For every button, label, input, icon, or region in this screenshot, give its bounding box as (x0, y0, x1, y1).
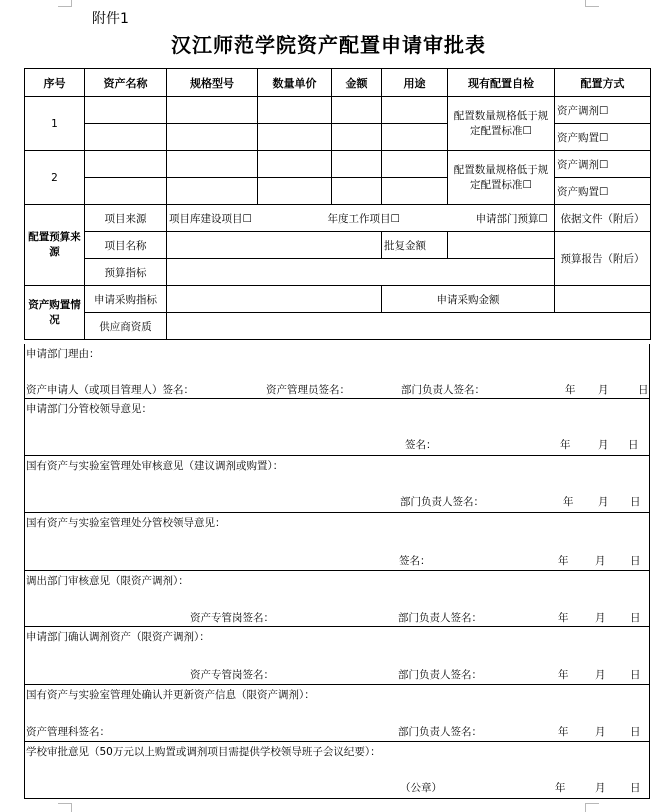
cell-use[interactable] (382, 178, 448, 205)
section-leader-opinion[interactable] (25, 399, 650, 456)
dept-head-signature-label: 部门负责人签名： (401, 384, 485, 396)
date-month: 月 (595, 669, 606, 681)
table-header-row (25, 69, 651, 97)
official-seal-label: （公章） (400, 782, 442, 794)
cell-use[interactable] (382, 124, 448, 151)
date-day: 日 (628, 439, 639, 451)
item-seq: 2 (25, 151, 85, 205)
section-question: 申请部门确认调剂资产（限资产调剂）： (26, 631, 210, 643)
budget-report-label: 预算报告（附后） (555, 232, 651, 286)
option-annual-work-checkbox[interactable]: 年度工作项目☐ (327, 212, 400, 225)
supplier-field[interactable] (167, 313, 651, 340)
date-month: 月 (598, 439, 609, 451)
signature-label: 签名： (405, 439, 437, 451)
supplier-label: 供应商资质 (85, 313, 167, 340)
date-year: 年 (560, 439, 571, 451)
header-spec: 规格型号 (167, 69, 258, 97)
section-question: 调出部门审核意见（限资产调剂）： (26, 575, 189, 587)
applicant-signature-label: 资产申请人（或项目管理人）签名： (26, 384, 194, 396)
purchase-row-supplier (25, 313, 651, 340)
approved-amount-label: 批复金额 (382, 232, 448, 259)
header-use: 用途 (382, 69, 448, 97)
header-self-check: 现有配置自检 (448, 69, 555, 97)
cell-asset-name[interactable] (85, 124, 167, 151)
header-asset-name: 资产名称 (85, 69, 167, 97)
date-year: 年 (558, 669, 569, 681)
section-question: 国有资产与实验室管理处分管校领导意见： (26, 517, 226, 529)
section-question: 学校审批意见（50万元以上购置或调剂项目需提供学校领导班子会议纪要）： (26, 746, 381, 758)
cell-spec[interactable] (167, 178, 258, 205)
cell-qty-price[interactable] (258, 97, 332, 124)
dept-head-signature-label: 部门负责人签名： (398, 669, 482, 681)
section-question: 国有资产与实验室管理处审核意见（建议调剂或购置）： (26, 460, 284, 472)
document-title: 汉江师范学院资产配置申请审批表 (171, 33, 486, 57)
project-source-options (167, 205, 555, 232)
section-question: 申请部门理由： (26, 348, 100, 360)
purchase-label: 资产购置情况 (25, 286, 85, 340)
crop-mark-top-right (585, 0, 599, 7)
date-month: 月 (595, 726, 606, 738)
asset-post-signature-label: 资产专管岗签名： (190, 612, 274, 624)
project-name-label: 项目名称 (85, 232, 167, 259)
table-row (25, 178, 651, 205)
purchase-row-indicator (25, 286, 651, 313)
purchase-amount-label: 申请采购金额 (382, 286, 555, 313)
purchase-amount-field[interactable] (555, 286, 651, 313)
date-month: 月 (598, 384, 609, 396)
section-asset-info-update[interactable] (25, 685, 650, 742)
purchase-indicator-field[interactable] (167, 286, 382, 313)
item-seq: 1 (25, 97, 85, 151)
option-project-library-checkbox[interactable]: 项目库建设项目☐ (169, 212, 252, 225)
purchase-indicator-label: 申请采购指标 (85, 286, 167, 313)
date-year: 年 (555, 782, 566, 794)
signature-label: 签名： (399, 555, 431, 567)
section-dept-reason[interactable] (25, 344, 650, 399)
date-year: 年 (558, 612, 569, 624)
method-purchase-checkbox[interactable]: 资产购置☐ (555, 178, 651, 205)
date-year: 年 (558, 555, 569, 567)
section-asset-office-leader[interactable] (25, 513, 650, 571)
cell-qty-price[interactable] (258, 151, 332, 178)
cell-amount[interactable] (332, 151, 382, 178)
cell-spec[interactable] (167, 124, 258, 151)
cell-asset-name[interactable] (85, 97, 167, 124)
method-transfer-checkbox[interactable]: 资产调剂☐ (555, 151, 651, 178)
section-transfer-out-review[interactable] (25, 571, 650, 627)
cell-use[interactable] (382, 151, 448, 178)
option-dept-budget-checkbox[interactable]: 申请部门预算☐ (475, 212, 548, 225)
asset-post-signature-label: 资产专管岗签名： (190, 669, 274, 681)
asset-section-signature-label: 资产管理科签名： (26, 726, 110, 738)
attachment-label: 附件1 (92, 11, 129, 27)
cell-asset-name[interactable] (85, 178, 167, 205)
date-month: 月 (595, 782, 606, 794)
cell-qty-price[interactable] (258, 178, 332, 205)
budget-indicator-label: 预算指标 (85, 259, 167, 286)
cell-use[interactable] (382, 97, 448, 124)
date-day: 日 (630, 612, 641, 624)
table-row (25, 151, 651, 178)
basis-document-label: 依据文件（附后） (555, 205, 651, 232)
project-source-label: 项目来源 (85, 205, 167, 232)
section-question: 国有资产与实验室管理处确认并更新资产信息（限资产调剂）： (26, 689, 315, 701)
cell-asset-name[interactable] (85, 151, 167, 178)
date-day: 日 (630, 496, 641, 508)
method-purchase-checkbox[interactable]: 资产购置☐ (555, 124, 651, 151)
date-month: 月 (595, 612, 606, 624)
date-day: 日 (630, 669, 641, 681)
cell-spec[interactable] (167, 97, 258, 124)
self-check-cell[interactable]: 配置数量规格低于规定配置标准☐ (448, 151, 555, 205)
method-transfer-checkbox[interactable]: 资产调剂☐ (555, 97, 651, 124)
budget-row-project (25, 232, 651, 259)
crop-mark-top-left (58, 0, 72, 7)
cell-spec[interactable] (167, 151, 258, 178)
section-transfer-confirm[interactable] (25, 627, 650, 685)
table-row (25, 97, 651, 124)
date-month: 月 (598, 496, 609, 508)
project-name-field[interactable] (167, 232, 382, 259)
header-method: 配置方式 (555, 69, 651, 97)
section-school-approval[interactable] (25, 742, 650, 799)
date-year: 年 (565, 384, 576, 396)
date-day: 日 (630, 555, 641, 567)
date-month: 月 (595, 555, 606, 567)
section-question: 申请部门分管校领导意见： (26, 403, 152, 415)
cell-amount[interactable] (332, 97, 382, 124)
dept-head-signature-label: 部门负责人签名： (400, 496, 484, 508)
date-day: 日 (630, 782, 641, 794)
cell-qty-price[interactable] (258, 124, 332, 151)
section-asset-office-review[interactable] (25, 456, 650, 513)
table-row (25, 124, 651, 151)
date-day: 日 (630, 726, 641, 738)
date-year: 年 (558, 726, 569, 738)
date-year: 年 (563, 496, 574, 508)
asset-admin-signature-label: 资产管理员签名： (266, 384, 350, 396)
budget-row-source (25, 205, 651, 232)
self-check-cell[interactable]: 配置数量规格低于规定配置标准☐ (448, 97, 555, 151)
header-qty-price: 数量单价 (258, 69, 332, 97)
approval-sections (24, 344, 650, 799)
budget-indicator-field[interactable] (167, 259, 555, 286)
dept-head-signature-label: 部门负责人签名： (398, 612, 482, 624)
cell-amount[interactable] (332, 124, 382, 151)
budget-source-label: 配置预算来源 (25, 205, 85, 286)
asset-request-table (24, 68, 651, 340)
dept-head-signature-label: 部门负责人签名： (398, 726, 482, 738)
header-amount: 金额 (332, 69, 382, 97)
date-day: 日 (638, 384, 649, 396)
cell-amount[interactable] (332, 178, 382, 205)
header-seq: 序号 (25, 69, 85, 97)
approved-amount-field[interactable] (448, 232, 555, 259)
